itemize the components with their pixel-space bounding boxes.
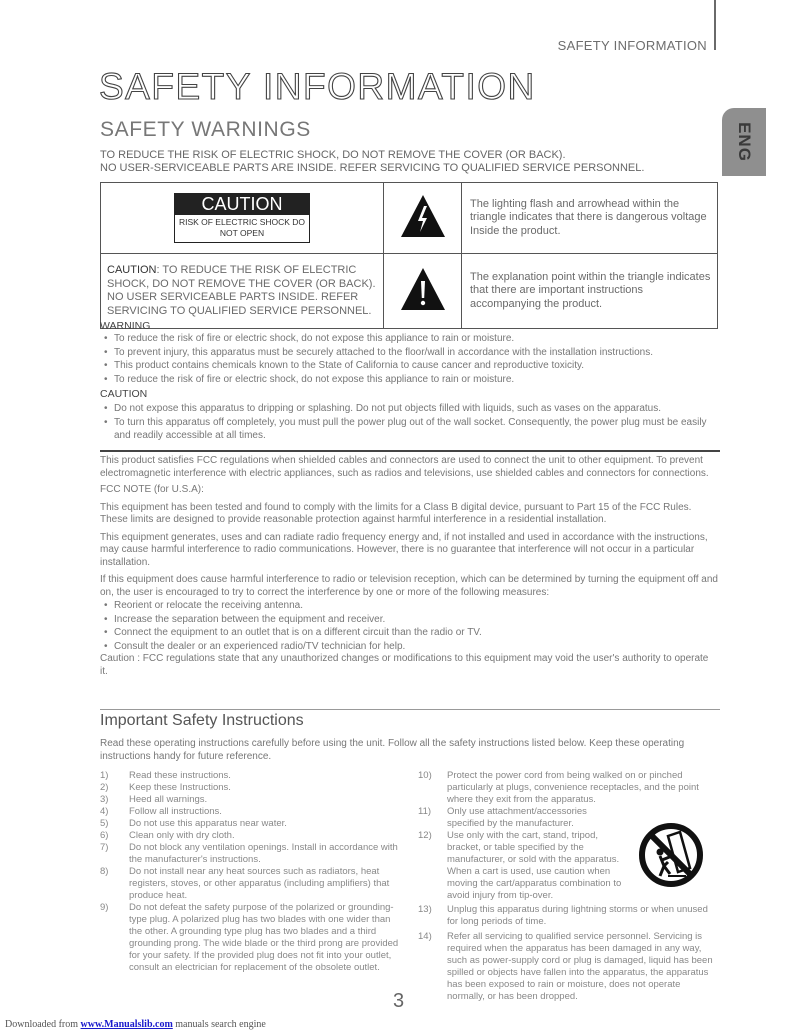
- instruction-item: [100, 842, 400, 866]
- item-text: Refer all servicing to qualified service personnel. Servicing is required when the apparatus has been damaged in any way, such as power-supply cord or plug is damaged, liquid has been spilled or objects have fallen into the apparatus, the apparatus has been exposed to rain or moisture, does not operate normally, or has been dropped.: [447, 931, 713, 1002]
- fcc-measure: • Consult the dealer or an experienced radio/TV technician for help.: [100, 640, 718, 654]
- warning-item: • This product contains chemicals known to the State of California to cause cancer and reproductive toxicity.: [100, 359, 720, 373]
- page-title: SAFETY INFORMATION: [99, 66, 536, 107]
- caution-label-cell: [101, 183, 384, 254]
- item-text: Read these instructions.: [129, 770, 231, 781]
- instruction-item: [100, 902, 400, 974]
- running-header: SAFETY INFORMATION: [557, 38, 707, 53]
- caution-item: • Do not expose this apparatus to dripping or splashing. Do not put objects filled with liquids, such as vases on the apparatus.: [100, 402, 720, 416]
- section-divider: [100, 450, 720, 452]
- item-number: 3): [100, 794, 109, 805]
- fcc-measure: • Increase the separation between the equipment and receiver.: [100, 613, 718, 627]
- cart-items: [418, 806, 623, 902]
- fcc-measure: • Connect the equipment to an outlet that is on a different circuit than the radio or TV.: [100, 626, 718, 640]
- section-heading-safety-warnings: SAFETY WARNINGS: [100, 118, 311, 141]
- item-number: 12): [418, 830, 432, 841]
- lightning-cell: [384, 183, 462, 254]
- intro-line: NO USER-SERVICEABLE PARTS ARE INSIDE. REFER SERVICING TO QUALIFIED SERVICE PERSONNEL.: [100, 162, 645, 174]
- item-text: Do not install near any heat sources such as radiators, heat registers, stoves, or other apparatus (including amplifiers) that produce heat.: [129, 866, 390, 901]
- item-text: Use only with the cart, stand, tripod, bracket, or table specified by the manufacturer, or sold with the apparatus. When a cart is used, use caution when moving the cart/apparatus combination to avoid injury from tip-over.: [447, 830, 622, 901]
- instruction-item: [100, 806, 400, 818]
- instruction-item: [100, 818, 400, 830]
- caution-label-head: CAUTION: [175, 194, 309, 215]
- fcc-measure: • Reorient or relocate the receiving antenna.: [100, 599, 718, 613]
- caution-label: [174, 193, 310, 243]
- instruction-item: [418, 770, 718, 806]
- item-number: 13): [418, 904, 432, 915]
- exclamation-triangle-icon: [400, 267, 446, 311]
- instruction-item: [100, 794, 400, 806]
- item-text: Do not use this apparatus near water.: [129, 818, 287, 829]
- instruction-item: [418, 904, 718, 928]
- fcc-section: [100, 455, 718, 678]
- instruction-item: [100, 830, 400, 842]
- instruction-item: [100, 782, 400, 794]
- warning-label: WARNING: [100, 320, 151, 332]
- item-number: 2): [100, 782, 109, 793]
- fcc-note-label: FCC NOTE (for U.S.A):: [100, 484, 204, 495]
- fcc-paragraph: This equipment generates, uses and can radiate radio frequency energy and, if not installed and used in accordance with the instructions, may cause harmful interference to radio communications. However, there is no guarantee that interference will not occur in a particular installation.: [100, 531, 708, 568]
- cart-icon-wrap: [623, 806, 718, 902]
- item-number: 7): [100, 842, 109, 853]
- item-number: 5): [100, 818, 109, 829]
- item-number: 6): [100, 830, 109, 841]
- download-footer: [5, 1019, 266, 1030]
- item-text: Only use attachment/accessories specified by the manufacturer.: [447, 806, 587, 829]
- section-divider: [100, 709, 720, 710]
- exclamation-description: The explanation point within the triangle indicates that there are important instructions accompanying the product.: [462, 254, 718, 329]
- instruction-item: [100, 770, 400, 782]
- fcc-caution: Caution : FCC regulations state that any unauthorized changes or modifications to this equipment may void the user's authority to operate it.: [100, 653, 709, 677]
- warning-item: • To prevent injury, this apparatus must be securely attached to the floor/wall in accordance with the installation instructions.: [100, 346, 720, 360]
- item-number: 1): [100, 770, 109, 781]
- intro-line: TO REDUCE THE RISK OF ELECTRIC SHOCK, DO NOT REMOVE THE COVER (OR BACK).: [100, 149, 566, 161]
- item-number: 8): [100, 866, 109, 877]
- warning-item: • To reduce the risk of fire or electric shock, do not expose this appliance to rain or moisture.: [100, 373, 720, 387]
- lightning-triangle-icon: [400, 194, 446, 238]
- fcc-paragraph: This product satisfies FCC regulations when shielded cables and connectors are used to connect the unit to other equipment. To prevent electromagnetic interference with electric appliances, such as radios and televisions, use shielded cables and connectors for connections.: [100, 455, 709, 479]
- item-number: 10): [418, 770, 432, 781]
- caution-table: [100, 182, 718, 329]
- footer-prefix: Downloaded from: [5, 1019, 81, 1030]
- warning-section: [100, 320, 720, 443]
- caution-notice-text: : TO REDUCE THE RISK OF ELECTRIC SHOCK, DO NOT REMOVE THE COVER (OR BACK). NO USER SERVICEABLE PARTS INSIDE. REFER SERVICING TO QUALIFIED SERVICE PERSONNEL.: [107, 264, 376, 317]
- page-number: 3: [393, 990, 405, 1012]
- instruction-item: [100, 866, 400, 902]
- instructions-list-left: [100, 770, 400, 974]
- instruction-item: [418, 830, 623, 902]
- caution-notice-cell: [101, 254, 384, 329]
- item-number: 9): [100, 902, 109, 913]
- cart-row: [418, 806, 718, 902]
- exclamation-cell: [384, 254, 462, 329]
- instructions-heading: Important Safety Instructions: [100, 712, 304, 729]
- item-text: Keep these Instructions.: [129, 782, 231, 793]
- item-number: 11): [418, 806, 432, 817]
- fcc-paragraph: This equipment has been tested and found to comply with the limits for a Class B digital device, pursuant to Part 15 of the FCC Rules. These limits are designed to provide reasonable protection against harmful interference in a residential installation.: [100, 501, 692, 525]
- instruction-item: [418, 806, 623, 830]
- footer-suffix: manuals search engine: [172, 1019, 266, 1030]
- instructions-list-right: [418, 770, 718, 1003]
- header-divider: [714, 0, 716, 50]
- warning-item: • To reduce the risk of fire or electric shock, do not expose this appliance to rain or moisture.: [100, 332, 720, 346]
- item-text: Unplug this apparatus during lightning storms or when unused for long periods of time.: [447, 904, 708, 927]
- lightning-description: The lighting flash and arrowhead within the triangle indicates that there is dangerous voltage Inside the product.: [462, 183, 718, 254]
- safety-warnings-intro: [100, 149, 740, 175]
- item-number: 14): [418, 931, 432, 942]
- language-tab-label: ENG: [735, 122, 754, 162]
- manualslib-link[interactable]: www.Manualslib.com: [80, 1019, 173, 1030]
- caution-prefix: CAUTION: [107, 264, 157, 276]
- item-text: Clean only with dry cloth.: [129, 830, 235, 841]
- caution-label-body: RISK OF ELECTRIC SHOCK DO NOT OPEN: [178, 217, 306, 238]
- item-number: 4): [100, 806, 109, 817]
- item-text: Heed all warnings.: [129, 794, 208, 805]
- instructions-intro: Read these operating instructions carefully before using the unit. Follow all the safety instructions listed below. Keep these operating instructions handy for future reference.: [100, 738, 685, 762]
- item-text: Follow all instructions.: [129, 806, 222, 817]
- instruction-item: [418, 931, 718, 1003]
- item-text: Do not defeat the safety purpose of the polarized or grounding-type plug. A polarized plug has two blades with one wider than the other. A grounding type plug has two blades and a third grounding prong. The wide blade or the third prong are provided for your safety. If the provided plug does not fit into your outlet, consult an electrician for replacement of the obsolete outlet.: [129, 902, 399, 973]
- caution-item: • To turn this apparatus off completely, you must pull the power plug out of the wall socket. Consequently, the power plug must be easily and readily accessible at all times.: [100, 416, 720, 443]
- item-text: Protect the power cord from being walked on or pinched particularly at plugs, convenience receptacles, and the point where they exit from the apparatus.: [447, 770, 699, 805]
- caution-label-text: CAUTION: [100, 388, 148, 400]
- fcc-paragraph: If this equipment does cause harmful interference to radio or television reception, which can be determined by turning the equipment off and on, the user is encouraged to try to correct the interference by one or more of the following measures:: [100, 574, 718, 598]
- cart-tip-over-warning-icon: [638, 822, 704, 888]
- item-text: Do not block any ventilation openings. Install in accordance with the manufacturer's instructions.: [129, 842, 398, 865]
